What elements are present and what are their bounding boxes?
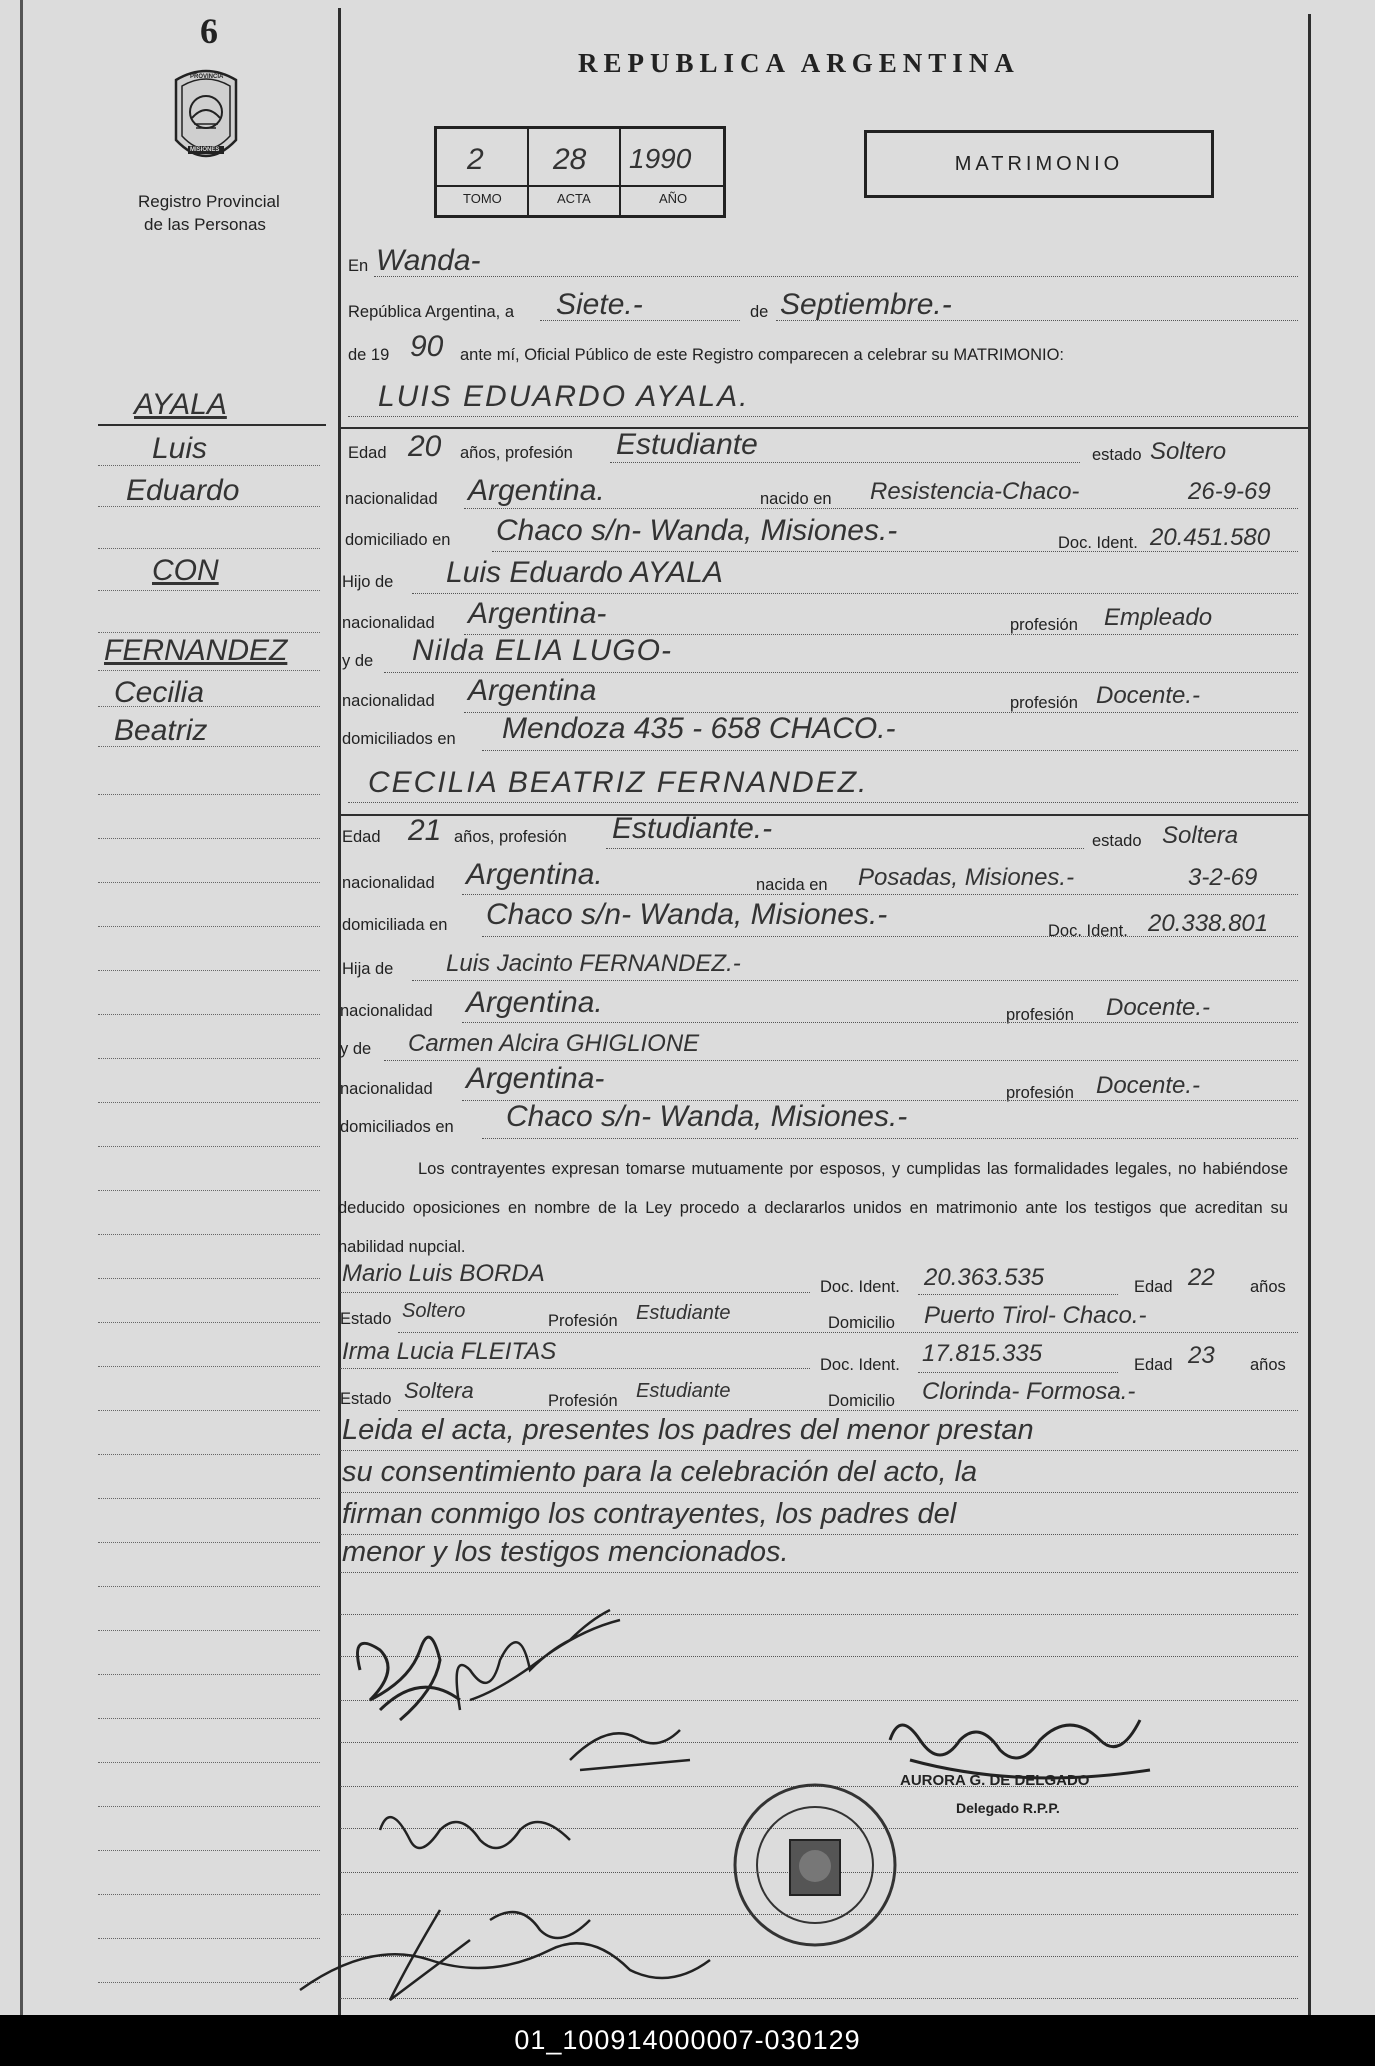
ano-label: AÑO xyxy=(659,191,688,206)
bride-padre-prof-label: profesión xyxy=(1006,1006,1074,1024)
groom-full-name: LUIS EDUARDO AYALA. xyxy=(378,380,750,413)
witness2-edad: 23 xyxy=(1188,1342,1215,1369)
groom-madre-prof: Docente.- xyxy=(1096,682,1201,709)
witness1-estado: Soltero xyxy=(402,1300,466,1322)
bride-padre: Luis Jacinto FERNANDEZ.- xyxy=(446,950,741,977)
groom-doc: 20.451.580 xyxy=(1150,524,1271,551)
bride-madre: Carmen Alcira GHIGLIONE xyxy=(408,1030,700,1057)
bride-padre-nac: Argentina. xyxy=(466,986,603,1019)
witness1-doc: 20.363.535 xyxy=(924,1264,1045,1291)
groom-madre: Nilda ELIA LUGO- xyxy=(412,634,672,667)
en-value: Wanda- xyxy=(376,244,481,277)
margin-line xyxy=(98,1410,320,1411)
officer-signature xyxy=(880,1700,1160,1810)
intro-text: ante mí, Oficial Público de este Registro comparecen a celebrar su MATRIMONIO: xyxy=(460,346,1065,364)
witness1-edad: 22 xyxy=(1188,1264,1215,1291)
margin-line xyxy=(98,1674,320,1675)
witness2-domicilio: Clorinda- Formosa.- xyxy=(922,1378,1136,1405)
margin-line xyxy=(98,1454,320,1455)
right-border xyxy=(1308,14,1311,2015)
margin-line xyxy=(98,632,320,633)
margin-bride-surname: FERNANDEZ xyxy=(104,634,288,667)
matrimonio-box xyxy=(864,130,1214,198)
groom-padres-dom-label: domiciliados en xyxy=(342,730,456,748)
tomo-value: 2 xyxy=(467,143,484,176)
margin-line xyxy=(98,706,320,707)
footer-code: 01_100914000007-030129 xyxy=(0,2015,1375,2066)
parent-signature-1 xyxy=(560,1710,700,1780)
official-stamp-icon xyxy=(730,1780,900,1950)
margin-groom-name2: Eduardo xyxy=(126,474,240,507)
groom-madre-prof-label: profesión xyxy=(1010,694,1078,712)
country-title: REPUBLICA ARGENTINA xyxy=(578,48,1020,78)
margin-line xyxy=(98,970,320,971)
margin-line xyxy=(98,1762,320,1763)
ano-value: 1990 xyxy=(629,143,692,174)
witness1-domicilio: Puerto Tirol- Chaco.- xyxy=(924,1302,1147,1329)
groom-madre-nac-label: nacionalidad xyxy=(342,692,435,710)
bride-edad-label: Edad xyxy=(342,828,381,846)
margin-line xyxy=(98,1938,320,1939)
margin-line xyxy=(98,1102,320,1103)
groom-estado-label: estado xyxy=(1092,446,1142,464)
bride-dom-label: domiciliada en xyxy=(342,916,448,934)
bride-estado: Soltera xyxy=(1162,822,1239,849)
bride-edad: 21 xyxy=(408,814,442,847)
bride-fecha: 3-2-69 xyxy=(1188,864,1258,891)
witness2-edad-label: Edad xyxy=(1134,1356,1173,1374)
groom-madre-nac: Argentina xyxy=(468,674,597,707)
margin-line xyxy=(98,590,320,591)
margin-line xyxy=(98,670,320,671)
groom-estado: Soltero xyxy=(1150,438,1227,465)
margin-line xyxy=(98,1586,320,1587)
republica-label: República Argentina, a xyxy=(348,303,515,321)
witness1-anos: años xyxy=(1250,1278,1286,1296)
groom-nac-label: nacionalidad xyxy=(345,490,438,508)
groom-doc-label: Doc. Ident. xyxy=(1058,534,1138,552)
groom-edad-label: Edad xyxy=(348,444,387,462)
witness1-doc-label: Doc. Ident. xyxy=(820,1278,900,1296)
registry-line-1: Registro Provincial xyxy=(138,192,280,211)
bride-padres-dom: Chaco s/n- Wanda, Misiones.- xyxy=(506,1100,908,1133)
margin-line xyxy=(98,1014,320,1015)
closing-line-4: menor y los testigos mencionados. xyxy=(342,1536,789,1568)
margin-line xyxy=(98,1322,320,1323)
groom-nacido: Resistencia-Chaco- xyxy=(870,478,1080,505)
officer-stamp-title: Delegado R.P.P. xyxy=(956,1800,1060,1816)
margin-bride-name1: Cecilia xyxy=(114,676,205,709)
bride-yde-label: y de xyxy=(340,1040,372,1058)
margin-line xyxy=(98,1278,320,1279)
closing-line-3: firman conmigo los contrayentes, los padres del xyxy=(342,1498,957,1530)
acta-label: ACTA xyxy=(557,191,591,206)
witness1-estado-label: Estado xyxy=(340,1310,392,1328)
officer-stamp-name: AURORA G. DE DELGADO xyxy=(900,1772,1090,1789)
seal-text-bottom: MISIONES xyxy=(190,147,220,153)
margin-line xyxy=(98,465,320,466)
bride-estado-label: estado xyxy=(1092,832,1142,850)
margin-line xyxy=(98,1718,320,1719)
witness2-prof-label: Profesión xyxy=(548,1392,618,1410)
year-value: 90 xyxy=(410,330,444,363)
day-value: Siete.- xyxy=(556,288,643,321)
groom-domicilio: Chaco s/n- Wanda, Misiones.- xyxy=(496,514,898,547)
margin-line xyxy=(98,746,320,747)
bride-domicilio: Chaco s/n- Wanda, Misiones.- xyxy=(486,898,888,931)
declaration-paragraph: Los contrayentes expresan tomarse mutuamente por esposos, y cumplidas las formalidades legales, no habiéndose deducido oposiciones en nombre de la Ley procedo a declararlos unidos en matrimonio ante los testigos que acreditan su habilidad nupcial. xyxy=(338,1160,1288,1256)
bride-doc-label: Doc. Ident. xyxy=(1048,922,1128,940)
margin-bride-name2: Beatriz xyxy=(114,714,208,747)
bride-padre-nac-label: nacionalidad xyxy=(340,1002,433,1020)
witness2-name: Irma Lucia FLEITAS xyxy=(342,1338,557,1365)
margin-top-rule xyxy=(98,424,326,426)
witness1-name: Mario Luis BORDA xyxy=(342,1260,545,1287)
groom-padre-nac: Argentina- xyxy=(468,597,607,630)
groom-fecha: 26-9-69 xyxy=(1188,478,1271,505)
tomo-acta-ano-box xyxy=(434,126,726,218)
registry-line-2: de las Personas xyxy=(144,215,266,234)
closing-line-2: su consentimiento para la celebración del acto, la xyxy=(342,1456,978,1488)
month-value: Septiembre.- xyxy=(780,288,952,321)
margin-line xyxy=(98,882,320,883)
margin-groom-surname: AYALA xyxy=(134,388,227,421)
witness2-profesion: Estudiante xyxy=(636,1380,731,1402)
bride-madre-nac-label: nacionalidad xyxy=(340,1080,433,1098)
witness1-prof-label: Profesión xyxy=(548,1312,618,1330)
groom-dom-label: domiciliado en xyxy=(345,531,451,549)
witness-signatures xyxy=(290,1880,730,2015)
bride-profesion: Estudiante.- xyxy=(612,812,773,845)
bride-nacionalidad: Argentina. xyxy=(466,858,603,891)
witness2-doc: 17.815.335 xyxy=(922,1340,1043,1367)
margin-line xyxy=(98,1366,320,1367)
bride-madre-prof: Docente.- xyxy=(1096,1072,1201,1099)
margin-line xyxy=(98,1146,320,1147)
witness1-dom-label: Domicilio xyxy=(828,1314,895,1332)
margin-line xyxy=(98,1058,320,1059)
margin-line xyxy=(98,1498,320,1499)
margin-line xyxy=(98,1982,320,1983)
groom-profesion: Estudiante xyxy=(616,428,758,461)
tomo-label: TOMO xyxy=(463,191,502,206)
witness1-edad-label: Edad xyxy=(1134,1278,1173,1296)
provincial-seal-icon xyxy=(168,62,244,172)
year-prefix: de 19 xyxy=(348,346,390,364)
witness2-dom-label: Domicilio xyxy=(828,1392,895,1410)
seal-text-top: PROVINCIA xyxy=(190,74,224,80)
witness2-estado-label: Estado xyxy=(340,1390,392,1408)
margin-line xyxy=(98,1806,320,1807)
margin-line xyxy=(98,506,320,507)
witness2-anos: años xyxy=(1250,1356,1286,1374)
groom-padre: Luis Eduardo AYALA xyxy=(446,556,723,589)
groom-nacido-label: nacido en xyxy=(760,490,832,508)
groom-padre-prof-label: profesión xyxy=(1010,616,1078,634)
bride-padres-dom-label: domiciliados en xyxy=(340,1118,454,1136)
groom-edad: 20 xyxy=(408,430,442,463)
witness1-profesion: Estudiante xyxy=(636,1302,731,1324)
witness2-estado: Soltera xyxy=(404,1378,474,1403)
bride-nacida-label: nacida en xyxy=(756,876,828,894)
groom-padre-nac-label: nacionalidad xyxy=(342,614,435,632)
margin-line xyxy=(98,548,320,549)
en-label: En xyxy=(348,257,369,275)
margin-con: CON xyxy=(152,554,219,587)
margin-line xyxy=(98,926,320,927)
acta-value: 28 xyxy=(553,143,587,176)
bride-madre-nac: Argentina- xyxy=(466,1062,605,1095)
groom-yde-label: y de xyxy=(342,652,374,670)
margin-line xyxy=(98,838,320,839)
bride-anos-prof: años, profesión xyxy=(454,828,567,846)
margin-line xyxy=(98,794,320,795)
margin-groom-name1: Luis xyxy=(152,432,208,465)
margin-line xyxy=(98,1850,320,1851)
margin-line xyxy=(98,1894,320,1895)
bride-full-name: CECILIA BEATRIZ FERNANDEZ. xyxy=(368,766,869,799)
bride-hija-label: Hija de xyxy=(342,960,394,978)
acta-type-label: MATRIMONIO xyxy=(954,153,1124,175)
page-number: 6 xyxy=(200,11,218,51)
margin-line xyxy=(98,1190,320,1191)
bride-padre-prof: Docente.- xyxy=(1106,994,1211,1021)
margin-line xyxy=(98,1542,320,1543)
closing-line-1: Leida el acta, presentes los padres del menor prestan xyxy=(342,1414,1034,1446)
groom-hijo-label: Hijo de xyxy=(342,573,394,591)
bride-nac-label: nacionalidad xyxy=(342,874,435,892)
bride-doc: 20.338.801 xyxy=(1148,910,1269,937)
groom-padres-dom: Mendoza 435 - 658 CHACO.- xyxy=(502,712,896,745)
bride-madre-prof-label: profesión xyxy=(1006,1084,1074,1102)
page-left-edge xyxy=(20,0,23,2015)
margin-line xyxy=(98,1234,320,1235)
bride-nacida: Posadas, Misiones.- xyxy=(858,864,1075,891)
margin-line xyxy=(98,1630,320,1631)
de-label: de xyxy=(750,303,769,321)
groom-anos-prof: años, profesión xyxy=(460,444,573,462)
groom-padre-prof: Empleado xyxy=(1104,604,1213,631)
parent-signature-2 xyxy=(370,1800,590,1880)
witness2-doc-label: Doc. Ident. xyxy=(820,1356,900,1374)
groom-nacionalidad: Argentina. xyxy=(468,474,605,507)
